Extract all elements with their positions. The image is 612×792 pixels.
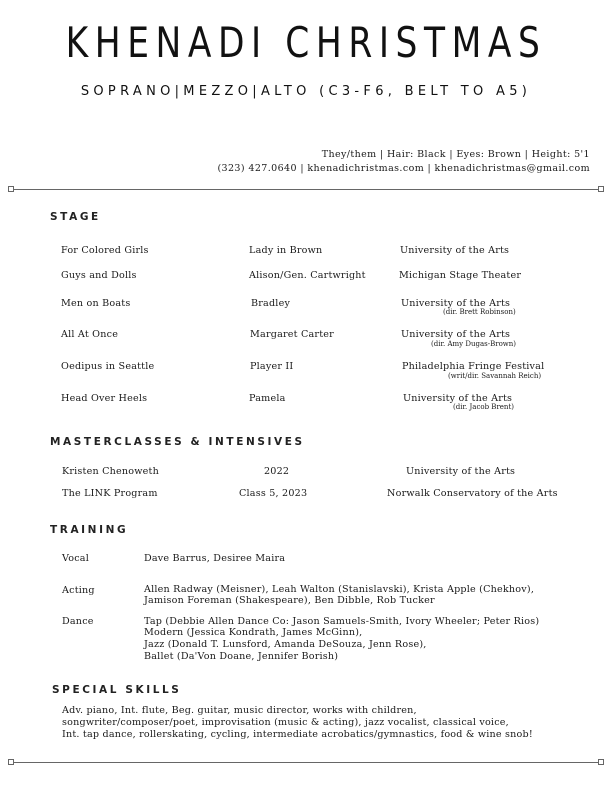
stage-venue: University of the Arts <box>401 298 511 309</box>
training-line: Ballet (Da'Von Doane, Jennifer Borish) <box>144 651 339 662</box>
skills-heading: SPECIAL SKILLS <box>52 684 182 696</box>
masterclass-date: 2022 <box>264 466 290 477</box>
stage-venue: University of the Arts <box>400 245 510 256</box>
stage-show: Oedipus in Seattle <box>61 361 155 372</box>
training-line: Allen Radway (Meisner), Leah Walton (Stanislavski), Krista Apple (Chekhov), <box>144 584 535 595</box>
stage-venue: Philadelphia Fringe Festival <box>402 361 545 372</box>
divider-cap-right <box>598 186 604 192</box>
training-category: Vocal <box>62 553 89 564</box>
stage-show: Guys and Dolls <box>61 270 137 281</box>
divider-cap-left <box>8 759 14 765</box>
stage-role: Bradley <box>251 298 291 309</box>
stage-director-note: (writ/dir. Savannah Reich) <box>448 372 542 380</box>
masterclass-location: University of the Arts <box>406 466 516 477</box>
training-line: Modern (Jessica Kondrath, James McGinn), <box>144 627 363 638</box>
masterclass-location: Norwalk Conservatory of the Arts <box>387 488 558 499</box>
divider-cap-right <box>598 759 604 765</box>
stage-role: Pamela <box>249 393 286 404</box>
voice-type: SOPRANO|MEZZO|ALTO (C3-F6, BELT TO A5) <box>80 84 532 99</box>
stage-show: All At Once <box>61 329 119 340</box>
divider-cap-left <box>8 186 14 192</box>
stage-role: Player II <box>250 361 294 372</box>
top-divider <box>12 189 600 190</box>
training-category: Dance <box>62 616 94 627</box>
stage-show: Men on Boats <box>61 298 131 309</box>
stage-role: Lady in Brown <box>249 245 323 256</box>
masterclasses-heading: MASTERCLASSES & INTENSIVES <box>50 436 305 448</box>
skills-line: songwriter/composer/poet, improvisation (music & acting), jazz vocalist, classical voice, <box>62 717 509 728</box>
stage-role: Margaret Carter <box>250 329 334 340</box>
stage-director-note: (dir. Amy Dugas-Brown) <box>431 340 517 348</box>
stage-role: Alison/Gen. Cartwright <box>249 270 366 281</box>
training-line: Tap (Debbie Allen Dance Co: Jason Samuels-Smith, Ivory Wheeler; Peter Rios) <box>144 616 540 627</box>
stage-venue: University of the Arts <box>401 329 511 340</box>
masterclass-name: Kristen Chenoweth <box>62 466 159 477</box>
training-line: Jazz (Donald T. Lunsford, Amanda DeSouza, Jenn Rose), <box>144 639 427 650</box>
skills-line: Adv. piano, Int. flute, Beg. guitar, music director, works with children, <box>62 705 417 716</box>
stage-director-note: (dir. Brett Robinson) <box>443 308 516 316</box>
stage-venue: University of the Arts <box>403 393 513 404</box>
training-line: Dave Barrus, Desiree Maira <box>144 553 286 564</box>
stage-venue: Michigan Stage Theater <box>399 270 522 281</box>
stage-show: For Colored Girls <box>61 245 149 256</box>
bottom-divider <box>12 762 600 763</box>
skills-line: Int. tap dance, rollerskating, cycling, intermediate acrobatics/gymnastics, food & wine snob! <box>62 729 533 740</box>
training-category: Acting <box>62 585 95 596</box>
masterclass-date: Class 5, 2023 <box>239 488 308 499</box>
stage-director-note: (dir. Jacob Brent) <box>453 403 514 411</box>
personal-details: They/them | Hair: Black | Eyes: Brown | Height: 5'1 <box>321 149 590 160</box>
contact-info: (323) 427.0640 | khenadichristmas.com | khenadichristmas@gmail.com <box>217 163 590 174</box>
actor-name: KHENADI CHRISTMAS <box>65 18 547 67</box>
stage-show: Head Over Heels <box>61 393 148 404</box>
training-heading: TRAINING <box>50 524 129 536</box>
masterclass-name: The LINK Program <box>62 488 158 499</box>
training-line: Jamison Foreman (Shakespeare), Ben Dibble, Rob Tucker <box>144 595 435 606</box>
stage-heading: STAGE <box>50 211 101 223</box>
